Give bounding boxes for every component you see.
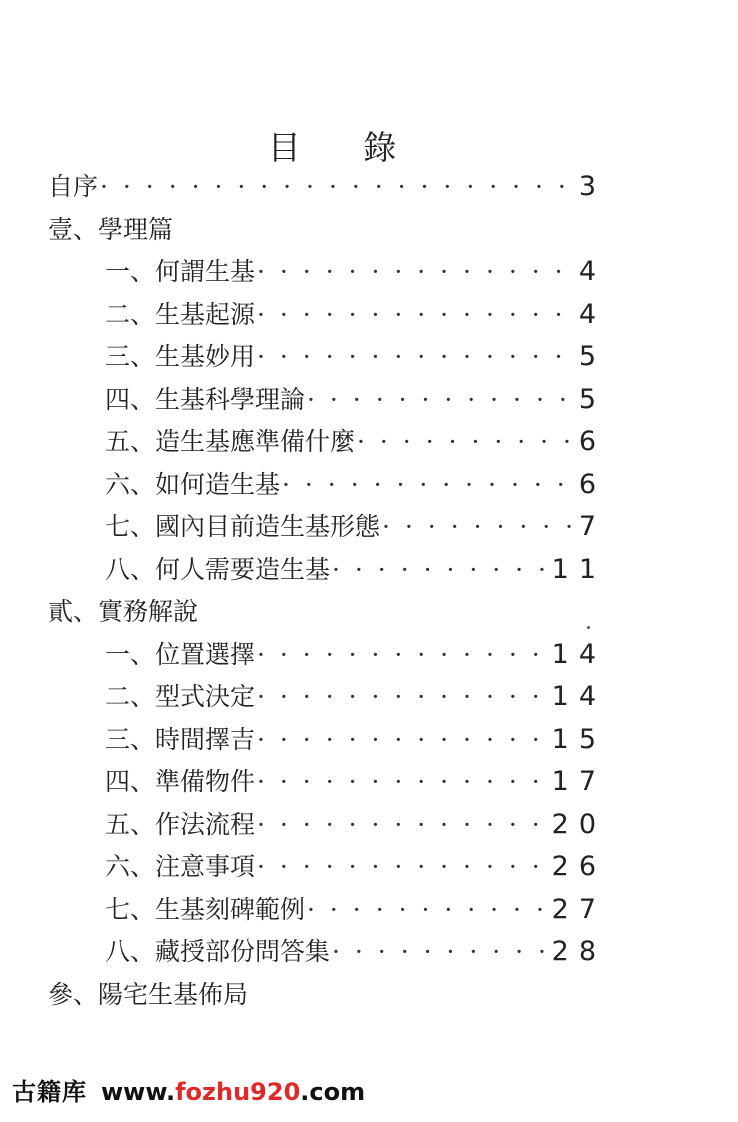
toc-entry-page: 4 bbox=[578, 298, 606, 330]
toc-entry-page: 6 bbox=[578, 468, 606, 500]
toc-entry-page: 11 bbox=[551, 553, 606, 585]
toc-entry-page: 14 bbox=[551, 638, 606, 670]
toc-entry-page: 3 bbox=[578, 171, 606, 203]
dot-leader bbox=[332, 549, 546, 591]
toc-entry bbox=[48, 379, 606, 422]
table-of-contents bbox=[48, 166, 606, 1016]
dot-leader bbox=[257, 804, 546, 846]
toc-entry-label: 六、注意事項 bbox=[105, 852, 256, 882]
toc-entry bbox=[48, 166, 606, 209]
dot-leader bbox=[257, 251, 573, 293]
dot-leader bbox=[332, 931, 546, 973]
toc-entry-page: 14 bbox=[551, 681, 606, 713]
dot-leader bbox=[382, 506, 573, 548]
toc-entry-page: 26 bbox=[551, 851, 606, 883]
toc-entry-label: 壹、學理篇 bbox=[48, 214, 174, 244]
dot-leader bbox=[257, 719, 546, 761]
toc-entry bbox=[48, 251, 606, 294]
toc-entry bbox=[48, 464, 606, 507]
toc-entry-label: 六、如何造生基 bbox=[105, 469, 281, 499]
toc-entry-label: 七、國內目前造生基形態 bbox=[105, 512, 381, 542]
toc-entry-label: 八、何人需要造生基 bbox=[105, 554, 331, 584]
toc-entry bbox=[48, 294, 606, 337]
toc-entry bbox=[48, 676, 606, 719]
scan-speck bbox=[587, 626, 590, 629]
toc-entry-page: 6 bbox=[578, 426, 606, 458]
toc-entry-label: 貳、實務解說 bbox=[48, 597, 199, 627]
dot-leader bbox=[257, 634, 546, 676]
toc-entry bbox=[48, 761, 606, 804]
toc-entry bbox=[48, 846, 606, 889]
toc-entry-label: 四、生基科學理論 bbox=[105, 384, 306, 414]
toc-entry-page: 7 bbox=[578, 511, 606, 543]
dot-leader bbox=[307, 889, 546, 931]
dot-leader bbox=[257, 676, 546, 718]
toc-entry bbox=[48, 719, 606, 762]
toc-entry-page: 27 bbox=[551, 893, 606, 925]
toc-entry-label: 自序 bbox=[48, 172, 99, 202]
toc-entry-label: 五、造生基應準備什麼 bbox=[105, 427, 356, 457]
toc-entry-page: 28 bbox=[551, 936, 606, 968]
toc-entry-label: 三、生基妙用 bbox=[105, 342, 256, 372]
toc-entry-page: 17 bbox=[551, 766, 606, 798]
watermark-brand: 古籍库 bbox=[12, 1078, 87, 1106]
site-watermark bbox=[12, 1072, 365, 1107]
toc-entry bbox=[48, 336, 606, 379]
dot-leader bbox=[307, 379, 573, 421]
toc-entry bbox=[48, 889, 606, 932]
dot-leader bbox=[357, 421, 573, 463]
dot-leader bbox=[100, 166, 573, 208]
toc-entry bbox=[48, 931, 606, 974]
toc-section-heading bbox=[48, 974, 596, 1017]
toc-entry bbox=[48, 549, 606, 592]
watermark-url-suffix: .com bbox=[300, 1078, 366, 1106]
toc-entry bbox=[48, 506, 606, 549]
toc-entry-label: 一、位置選擇 bbox=[105, 639, 256, 669]
toc-entry-page: 20 bbox=[551, 808, 606, 840]
toc-entry-label: 八、藏授部份問答集 bbox=[105, 937, 331, 967]
toc-entry-label: 三、時間擇吉 bbox=[105, 724, 256, 754]
toc-entry-page: 5 bbox=[578, 341, 606, 373]
toc-entry-label: 二、生基起源 bbox=[105, 299, 256, 329]
toc-entry-label: 參、陽宅生基佈局 bbox=[48, 979, 249, 1009]
toc-entry-page: 5 bbox=[578, 383, 606, 415]
toc-entry bbox=[48, 804, 606, 847]
toc-entry-label: 二、型式決定 bbox=[105, 682, 256, 712]
dot-leader bbox=[257, 761, 546, 803]
watermark-url-highlight: fozhu920 bbox=[175, 1078, 301, 1106]
toc-entry-label: 七、生基刻碑範例 bbox=[105, 894, 306, 924]
toc-entry-label: 四、準備物件 bbox=[105, 767, 256, 797]
dot-leader bbox=[282, 464, 573, 506]
toc-entry-label: 一、何謂生基 bbox=[105, 257, 256, 287]
toc-entry-label: 五、作法流程 bbox=[105, 809, 256, 839]
toc-entry bbox=[48, 634, 606, 677]
dot-leader bbox=[257, 846, 546, 888]
dot-leader bbox=[257, 294, 573, 336]
page-title: 目 錄 bbox=[267, 128, 423, 167]
toc-section-heading bbox=[48, 209, 596, 252]
toc-entry bbox=[48, 421, 606, 464]
toc-section-heading bbox=[48, 591, 596, 634]
watermark-url-prefix: www. bbox=[101, 1078, 176, 1106]
toc-entry-page: 15 bbox=[551, 723, 606, 755]
dot-leader bbox=[257, 336, 573, 378]
toc-entry-page: 4 bbox=[578, 256, 606, 288]
